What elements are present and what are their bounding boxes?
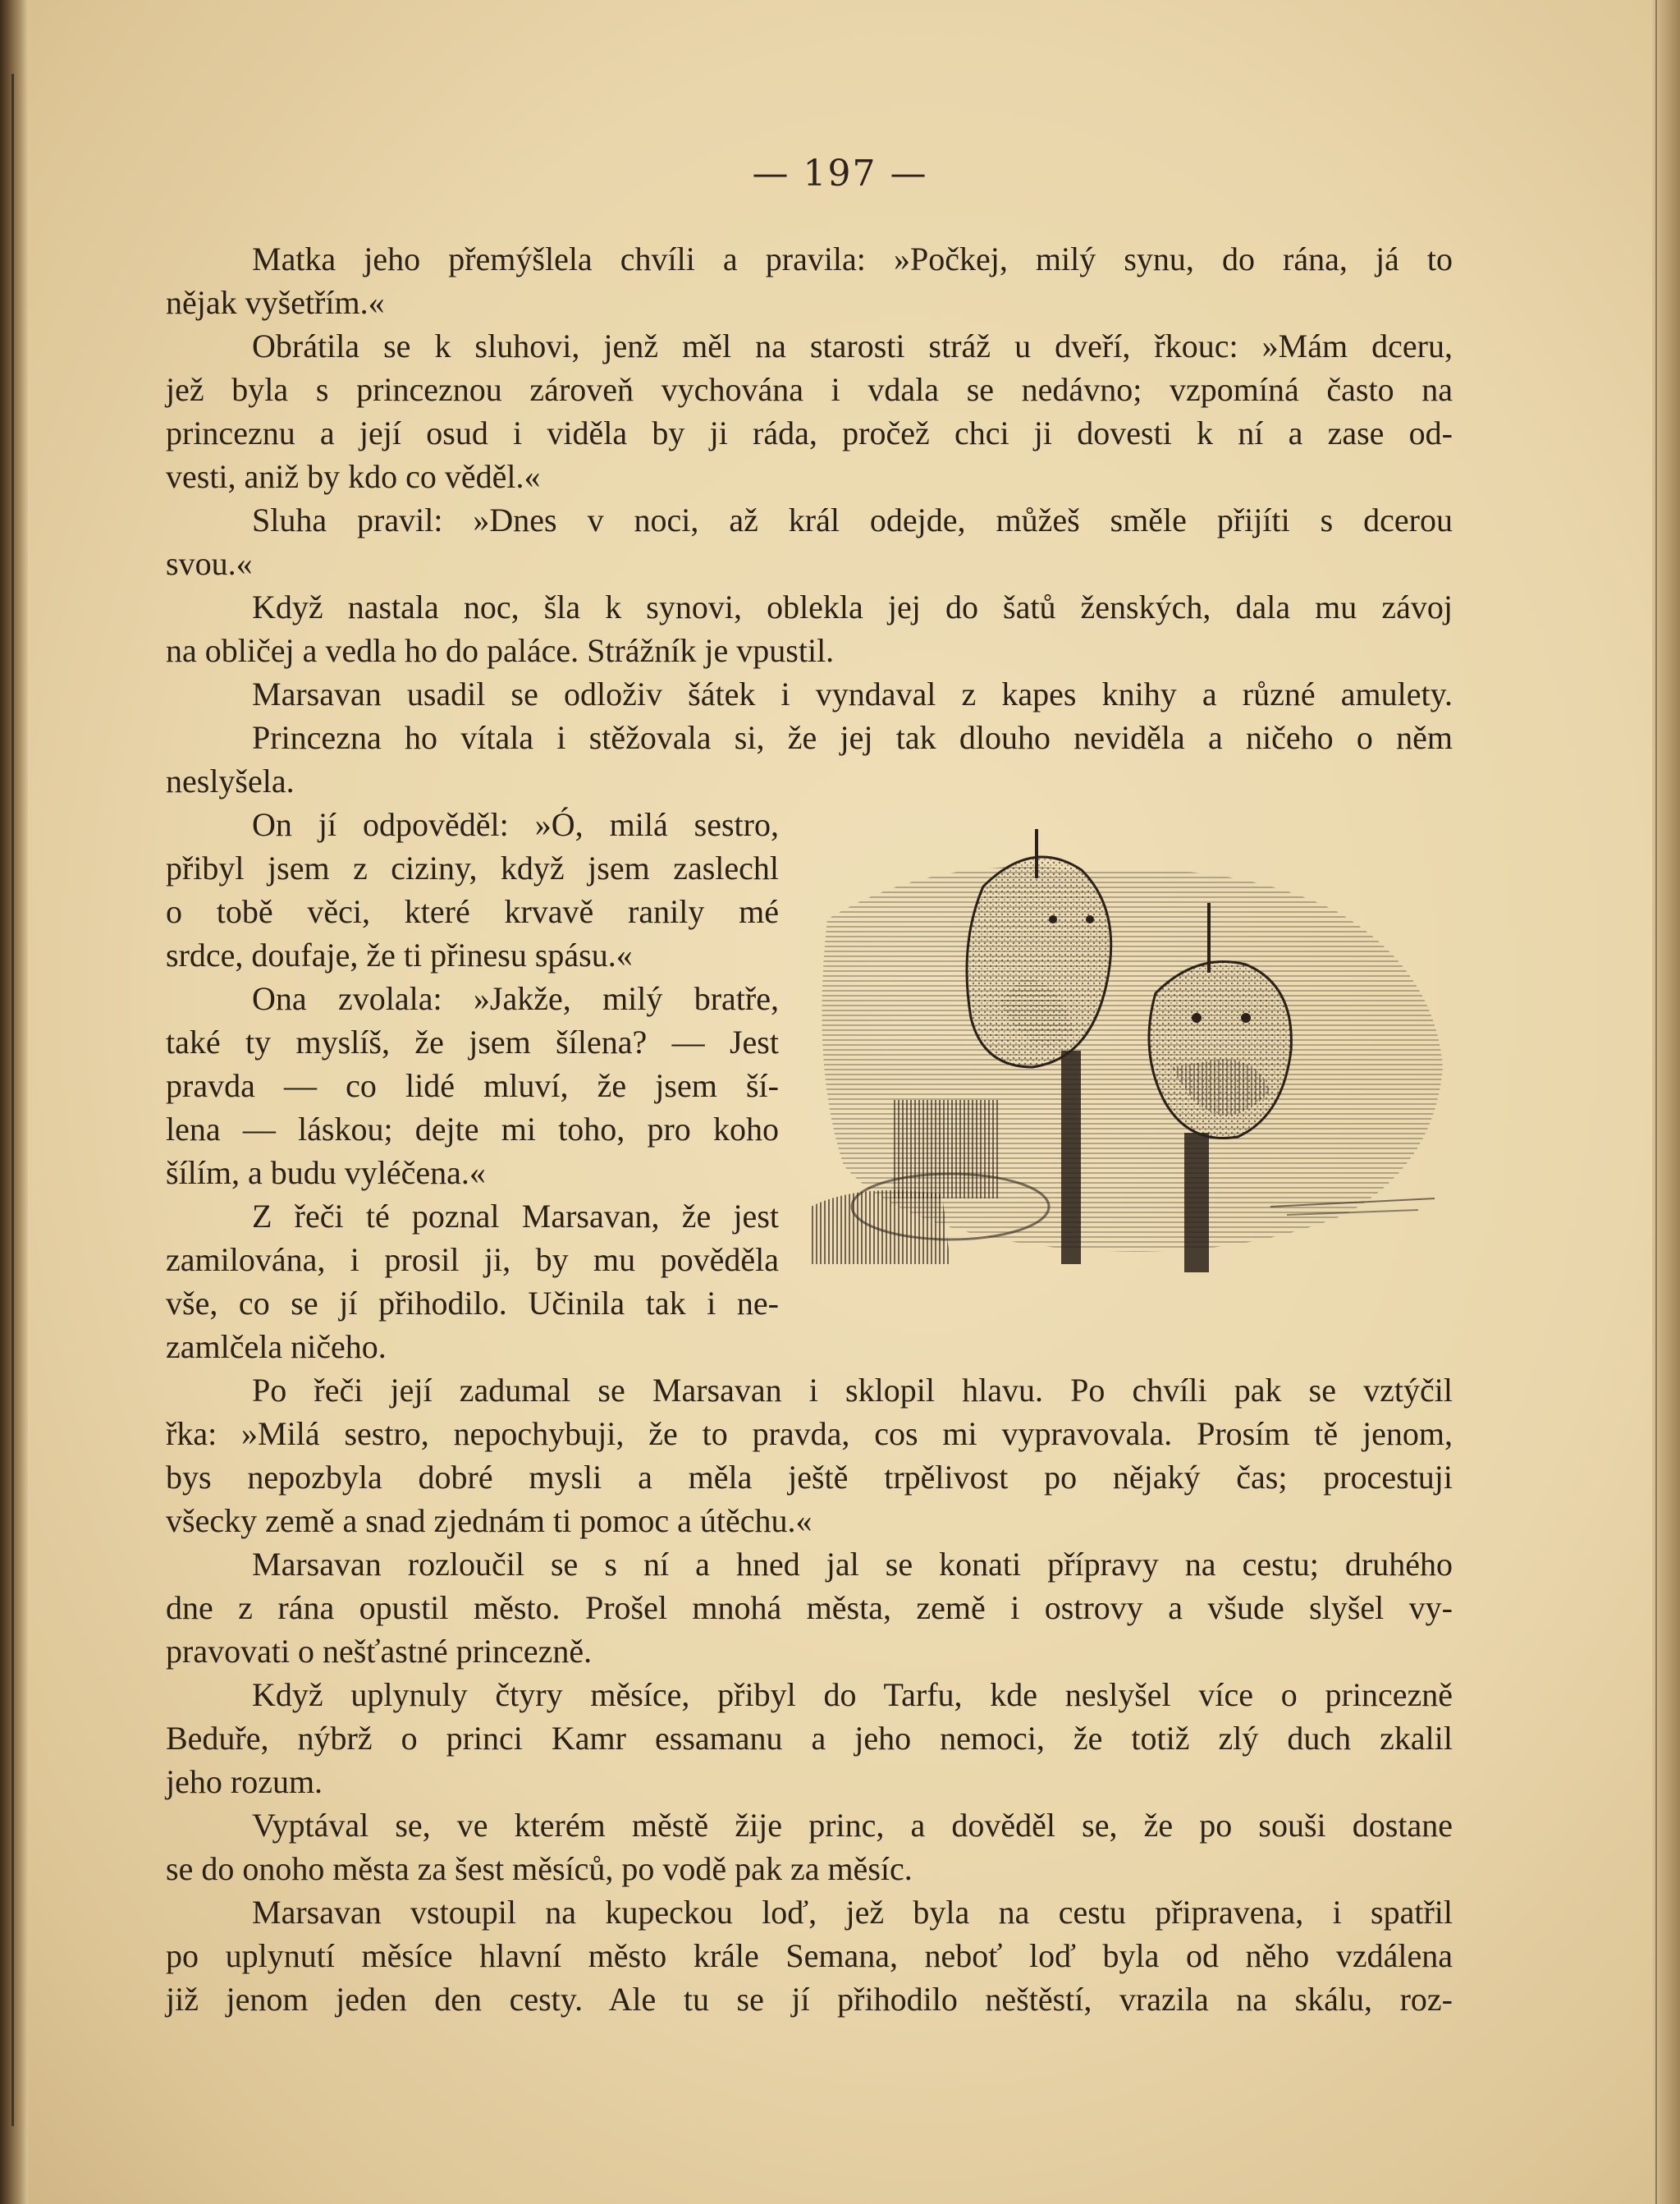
text-line: Vyptával se, ve kterém městě žije princ, a dověděl se, že po souši dostane (252, 1807, 1453, 1844)
text-line: lena — láskou; dejte mi toho, pro koho (166, 1111, 779, 1148)
text-line: princeznu a její osud i viděla by ji ráda, pročež chci ji dovesti k ní a zase od- (166, 415, 1453, 451)
text-line: po uplynutí měsíce hlavní město krále Semana, neboť loď byla od něho vzdálena (166, 1937, 1453, 1974)
text-line: srdce, doufaje, že ti přinesu spásu.« (166, 937, 633, 974)
page-number: — 197 — (752, 153, 928, 195)
spine-shadow-line (11, 74, 14, 2126)
text-line: Marsavan vstoupil na kupeckou loď, jež byla na cestu připravena, i spatřil (252, 1894, 1453, 1931)
text-line: Po řeči její zadumal se Marsavan i sklopil hlavu. Po chvíli pak se vztýčil (252, 1372, 1453, 1409)
text-line: také ty myslíš, že jsem šílena? — Jest (166, 1024, 779, 1061)
text-line: Sluha pravil: »Dnes v noci, až král odejde, můžeš směle přijíti s dcerou (252, 502, 1453, 538)
text-line: pravovati o nešťastné princezně. (166, 1633, 593, 1670)
text-line: bys nepozbyla dobré mysli a měla ještě trpělivost po nějaký čas; procestuji (166, 1459, 1453, 1496)
text-line: neslyšela. (166, 763, 295, 800)
text-line: Ona zvolala: »Jakže, milý bratře, (252, 980, 779, 1017)
text-line: všecky země a snad zjednám ti pomoc a útěchu.« (166, 1502, 813, 1539)
text-line: Beduře, nýbrž o princi Kamr essamanu a jeho nemoci, že totiž zlý duch zkalil (166, 1720, 1453, 1757)
text-line: Marsavan rozloučil se s ní a hned jal se konati přípravy na cestu; druhého (252, 1546, 1453, 1583)
text-line: Marsavan usadil se odloživ šátek i vyndaval z kapes knihy a různé amulety. (252, 676, 1453, 713)
text-line: jež byla s princeznou zároveň vychována i vdala se nedávno; vzpomíná často na (166, 371, 1453, 408)
text-line: vesti, aniž by kdo co věděl.« (166, 458, 541, 495)
text-line: nějak vyšetřím.« (166, 284, 385, 321)
text-line: Matka jeho přemýšlela chvíli a pravila: »Počkej, milý synu, do rána, já to (252, 241, 1453, 277)
page-edge-line (1655, 0, 1657, 2204)
text-line: jeho rozum. (166, 1763, 323, 1800)
text-line: na obličej a vedla ho do paláce. Strážník je vpustil. (166, 632, 835, 669)
text-line: již jenom jeden den cesty. Ale tu se jí přihodilo neštěstí, vrazila na skálu, roz- (166, 1981, 1453, 2018)
text-line: Obrátila se k sluhovi, jenž měl na starosti stráž u dveří, řkouc: »Mám dceru, (252, 328, 1453, 364)
text-line: On jí odpověděl: »Ó, milá sestro, (252, 806, 779, 843)
text-line: zamilována, i prosil ji, by mu pověděla (166, 1241, 779, 1278)
text-line: svou.« (166, 545, 253, 582)
text-line: Když nastala noc, šla k synovi, oblekla jej do šatů ženských, dala mu závoj (252, 589, 1453, 625)
text-line: přibyl jsem z ciziny, když jsem zaslechl (166, 850, 779, 887)
text-line: Princezna ho vítala i stěžovala si, že jej tak dlouho neviděla a ničeho o něm (252, 719, 1453, 756)
text-line: se do onoho města za šest měsíců, po vodě pak za měsíc. (166, 1850, 913, 1887)
text-line: vše, co se jí přihodilo. Učinila tak i ne- (166, 1285, 779, 1322)
text-line: zamlčela ničeho. (166, 1328, 387, 1365)
text-line: Když uplynuly čtyry měsíce, přibyl do Tarfu, kde neslyšel více o princezně (252, 1676, 1453, 1713)
text-line: o tobě věci, které krvavě ranily mé (166, 893, 779, 930)
text-line: dne z rána opustil město. Prošel mnohá města, země i ostrovy a všude slyšel vy- (166, 1589, 1453, 1626)
book-spine (0, 0, 28, 2204)
text-line: pravda — co lidé mluví, že jsem ší- (166, 1067, 779, 1104)
text-line: šílím, a budu vyléčena.« (166, 1154, 486, 1191)
text-line: řka: »Milá sestro, nepochybuji, že to pravda, cos mi vypravovala. Prosím tě jenom, (166, 1415, 1453, 1452)
text-line: Z řeči té poznal Marsavan, že jest (252, 1198, 779, 1235)
two-severed-heads-on-stakes-icon (811, 821, 1451, 1281)
